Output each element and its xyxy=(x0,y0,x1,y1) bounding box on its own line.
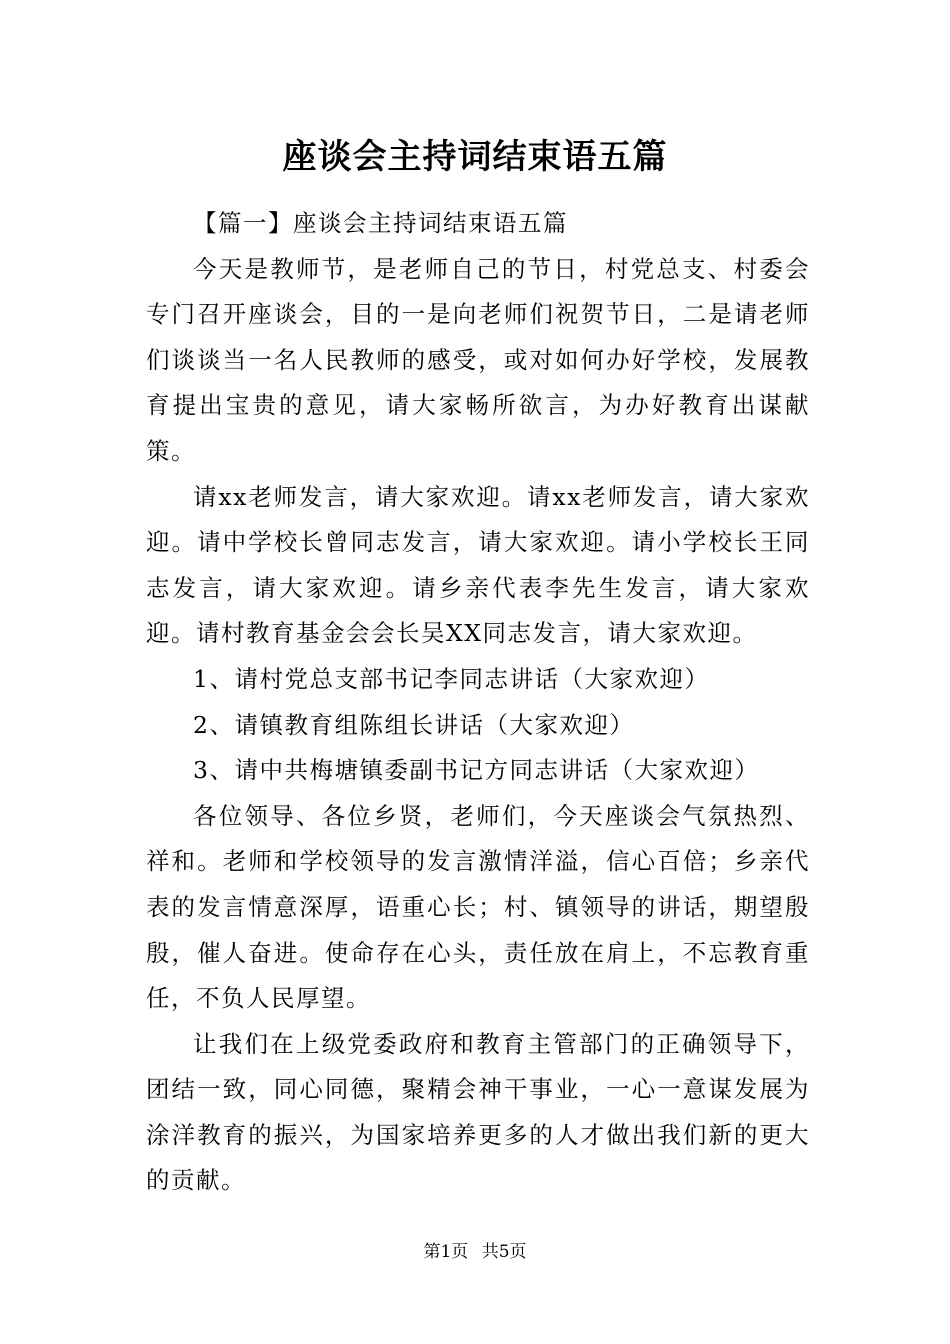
document-title: 座谈会主持词结束语五篇 xyxy=(282,137,668,177)
list-item: 2、请镇教育组陈组长讲话（大家欢迎） xyxy=(193,710,635,739)
page-number: 第1页 xyxy=(423,1242,469,1262)
paragraph: 让我们在上级党委政府和教育主管部门的正确领导下，团结一致，同心同德，聚精会神干事业，一心一意谋发展为涂洋教育的振兴，为国家培养更多的人才做出我们新的更大的贡献。 xyxy=(146,1029,810,1195)
paragraph: 今天是教师节，是老师自己的节日，村党总支、村委会专门召开座谈会，目的一是向老师们祝贺节日，二是请老师们谈谈当一名人民教师的感受，或对如何办好学校，发展教育提出宝贵的意见，请大家畅所欲言，为办好教育出谋献策。 xyxy=(146,254,810,465)
list-item: 3、请中共梅塘镇委副书记方同志讲话（大家欢迎） xyxy=(193,756,760,785)
section-heading: 【篇一】座谈会主持词结束语五篇 xyxy=(193,209,568,237)
page-total: 共5页 xyxy=(481,1242,527,1262)
document-body xyxy=(146,201,810,1204)
page-footer xyxy=(0,1240,950,1264)
list-item: 1、请村党总支部书记李同志讲话（大家欢迎） xyxy=(193,664,710,693)
paragraph: 各位领导、各位乡贤，老师们，今天座谈会气氛热烈、祥和。老师和学校领导的发言激情洋溢，信心百倍；乡亲代表的发言情意深厚，语重心长；村、镇领导的讲话，期望殷殷，催人奋进。使命存在心头，责任放在肩上，不忘教育重任，不负人民厚望。 xyxy=(146,801,810,1013)
paragraph: 请xx老师发言，请大家欢迎。请xx老师发言，请大家欢迎。请中学校长曾同志发言，请大家欢迎。请小学校长王同志发言，请大家欢迎。请乡亲代表李先生发言，请大家欢迎。请村教育基金会会长吴XX同志发言，请大家欢迎。 xyxy=(146,482,810,648)
